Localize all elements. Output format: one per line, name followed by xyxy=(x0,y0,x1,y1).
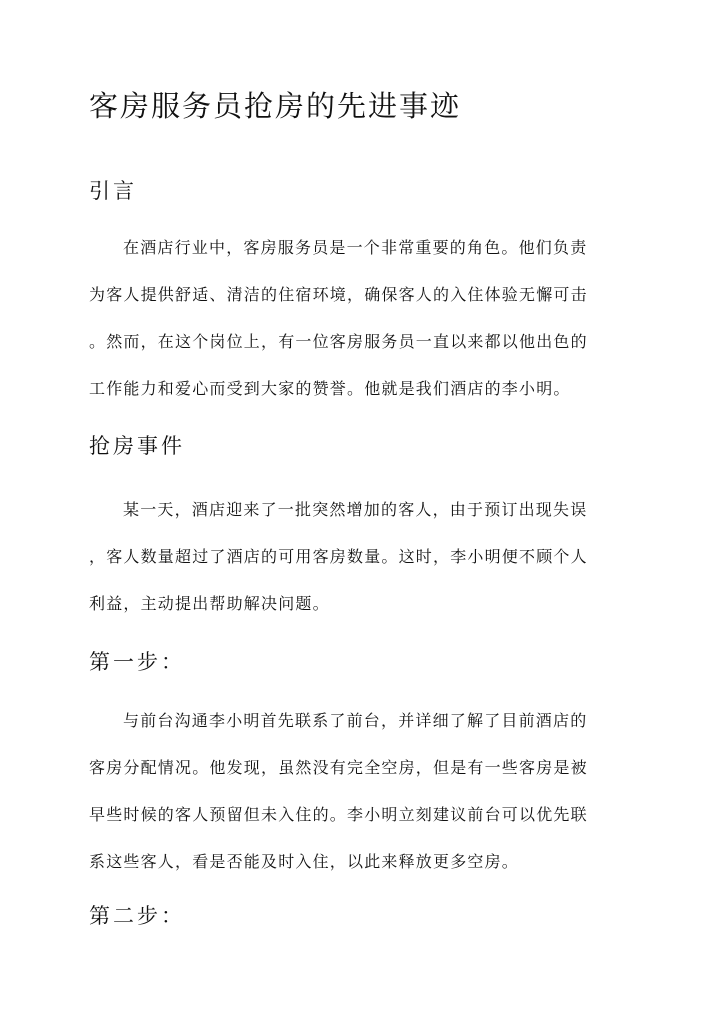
section-heading-event: 抢房事件 xyxy=(89,434,185,458)
paragraph-line: 为客人提供舒适、清洁的住宿环境，确保客人的入住体验无懈可击 xyxy=(89,285,588,304)
document-title: 客房服务员抢房的先进事迹 xyxy=(89,89,462,123)
section-paragraph-intro xyxy=(89,224,634,412)
paragraph-line: 工作能力和爱心而受到大家的赞誉。他就是我们酒店的李小明。 xyxy=(89,379,571,398)
section-heading-step-one: 第一步： xyxy=(89,650,185,674)
section-heading-step-two: 第二步： xyxy=(89,904,185,928)
paragraph-line: 。然而，在这个岗位上，有一位客房服务员一直以来都以他出色的 xyxy=(89,332,588,351)
paragraph-line: 利益，主动提出帮助解决问题。 xyxy=(89,594,330,613)
paragraph-line: 早些时候的客人预留但未入住的。李小明立刻建议前台可以优先联 xyxy=(89,805,588,824)
paragraph-line: 在酒店行业中，客房服务员是一个非常重要的角色。他们负责 xyxy=(123,238,588,257)
section-paragraph-step-one xyxy=(89,697,634,885)
section-heading-intro: 引言 xyxy=(89,179,137,203)
paragraph-line: 与前台沟通李小明首先联系了前台，并详细了解了目前酒店的 xyxy=(123,711,588,730)
paragraph-line: ，客人数量超过了酒店的可用客房数量。这时，李小明便不顾个人 xyxy=(89,547,588,566)
paragraph-line: 系这些客人，看是否能及时入住，以此来释放更多空房。 xyxy=(89,852,520,871)
paragraph-line: 某一天，酒店迎来了一批突然增加的客人，由于预订出现失误 xyxy=(123,500,588,519)
paragraph-line: 客房分配情况。他发现，虽然没有完全空房，但是有一些客房是被 xyxy=(89,758,588,777)
section-paragraph-event xyxy=(89,486,634,627)
